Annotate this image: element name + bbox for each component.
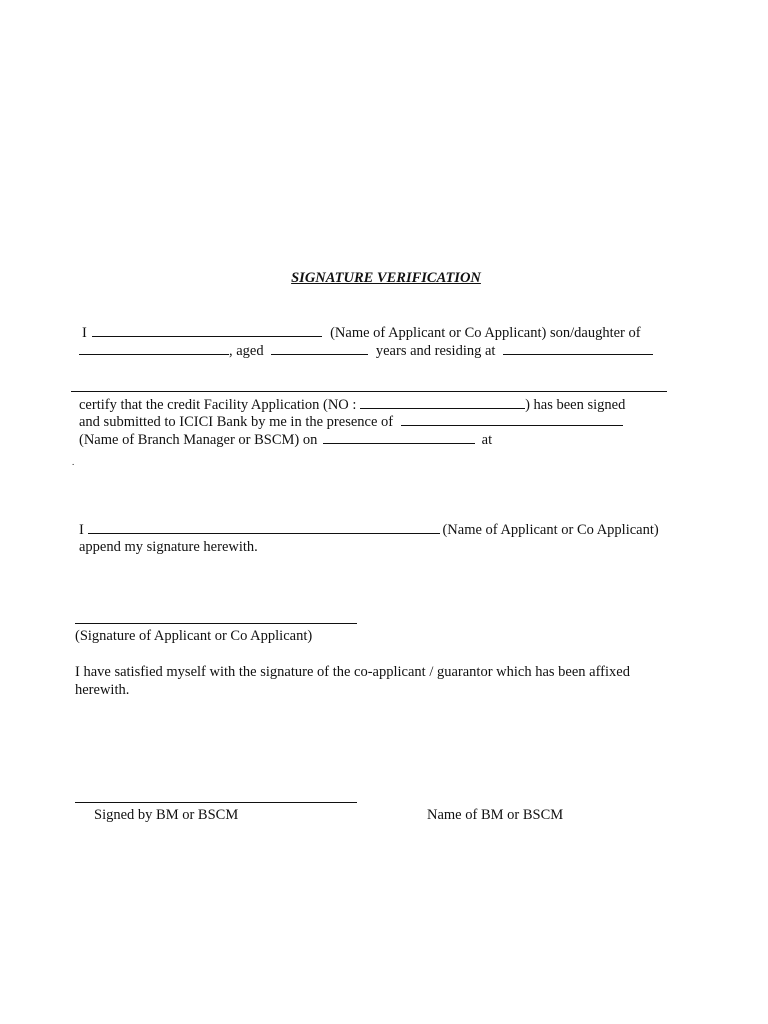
declaration-line-5 bbox=[79, 430, 492, 449]
applicant-name-caption: (Name of Applicant or Co Applicant) son/daughter of bbox=[330, 325, 641, 341]
manager-name-blank[interactable] bbox=[401, 412, 623, 426]
append-line-2: append my signature herewith. bbox=[79, 539, 258, 555]
declaration-line-2 bbox=[79, 341, 653, 360]
signed-by-label: Signed by BM or BSCM bbox=[94, 807, 239, 823]
document-title: SIGNATURE VERIFICATION bbox=[291, 270, 481, 286]
append-line-1 bbox=[79, 520, 659, 539]
signed-label: ) has been signed bbox=[525, 397, 626, 413]
address-blank[interactable] bbox=[503, 341, 653, 355]
declaration-line-4 bbox=[79, 412, 623, 431]
applicant-signature-label: (Signature of Applicant or Co Applicant) bbox=[75, 628, 313, 644]
stray-dot: . bbox=[72, 457, 75, 467]
bm-signature-line[interactable] bbox=[75, 802, 357, 803]
application-number-label: certify that the credit Facility Application (NO : bbox=[79, 397, 357, 413]
applicant-name-blank-2[interactable] bbox=[88, 520, 440, 534]
satisfied-line-2: herewith. bbox=[75, 682, 130, 698]
pronoun-text: I bbox=[82, 325, 87, 341]
applicant-signature-line[interactable] bbox=[75, 623, 357, 624]
residing-label: years and residing at bbox=[375, 343, 496, 359]
pronoun-text: I bbox=[79, 522, 84, 538]
applicant-name-blank[interactable] bbox=[92, 323, 322, 337]
date-blank[interactable] bbox=[323, 430, 475, 444]
place-label: at bbox=[481, 432, 493, 448]
presence-label: and submitted to ICICI Bank by me in the presence of bbox=[79, 414, 394, 430]
age-blank[interactable] bbox=[271, 341, 368, 355]
applicant-name-caption-2: (Name of Applicant or Co Applicant) bbox=[442, 522, 659, 538]
address-continuation-line[interactable] bbox=[71, 391, 667, 392]
parent-name-blank[interactable] bbox=[79, 341, 229, 355]
declaration-line-1 bbox=[82, 323, 641, 342]
application-number-blank[interactable] bbox=[360, 395, 525, 409]
aged-label: , aged bbox=[229, 343, 264, 359]
manager-caption: (Name of Branch Manager or BSCM) on bbox=[79, 432, 318, 448]
satisfied-line-1: I have satisfied myself with the signature of the co-applicant / guarantor which has been affixed bbox=[75, 664, 630, 680]
bm-name-label: Name of BM or BSCM bbox=[427, 807, 564, 823]
